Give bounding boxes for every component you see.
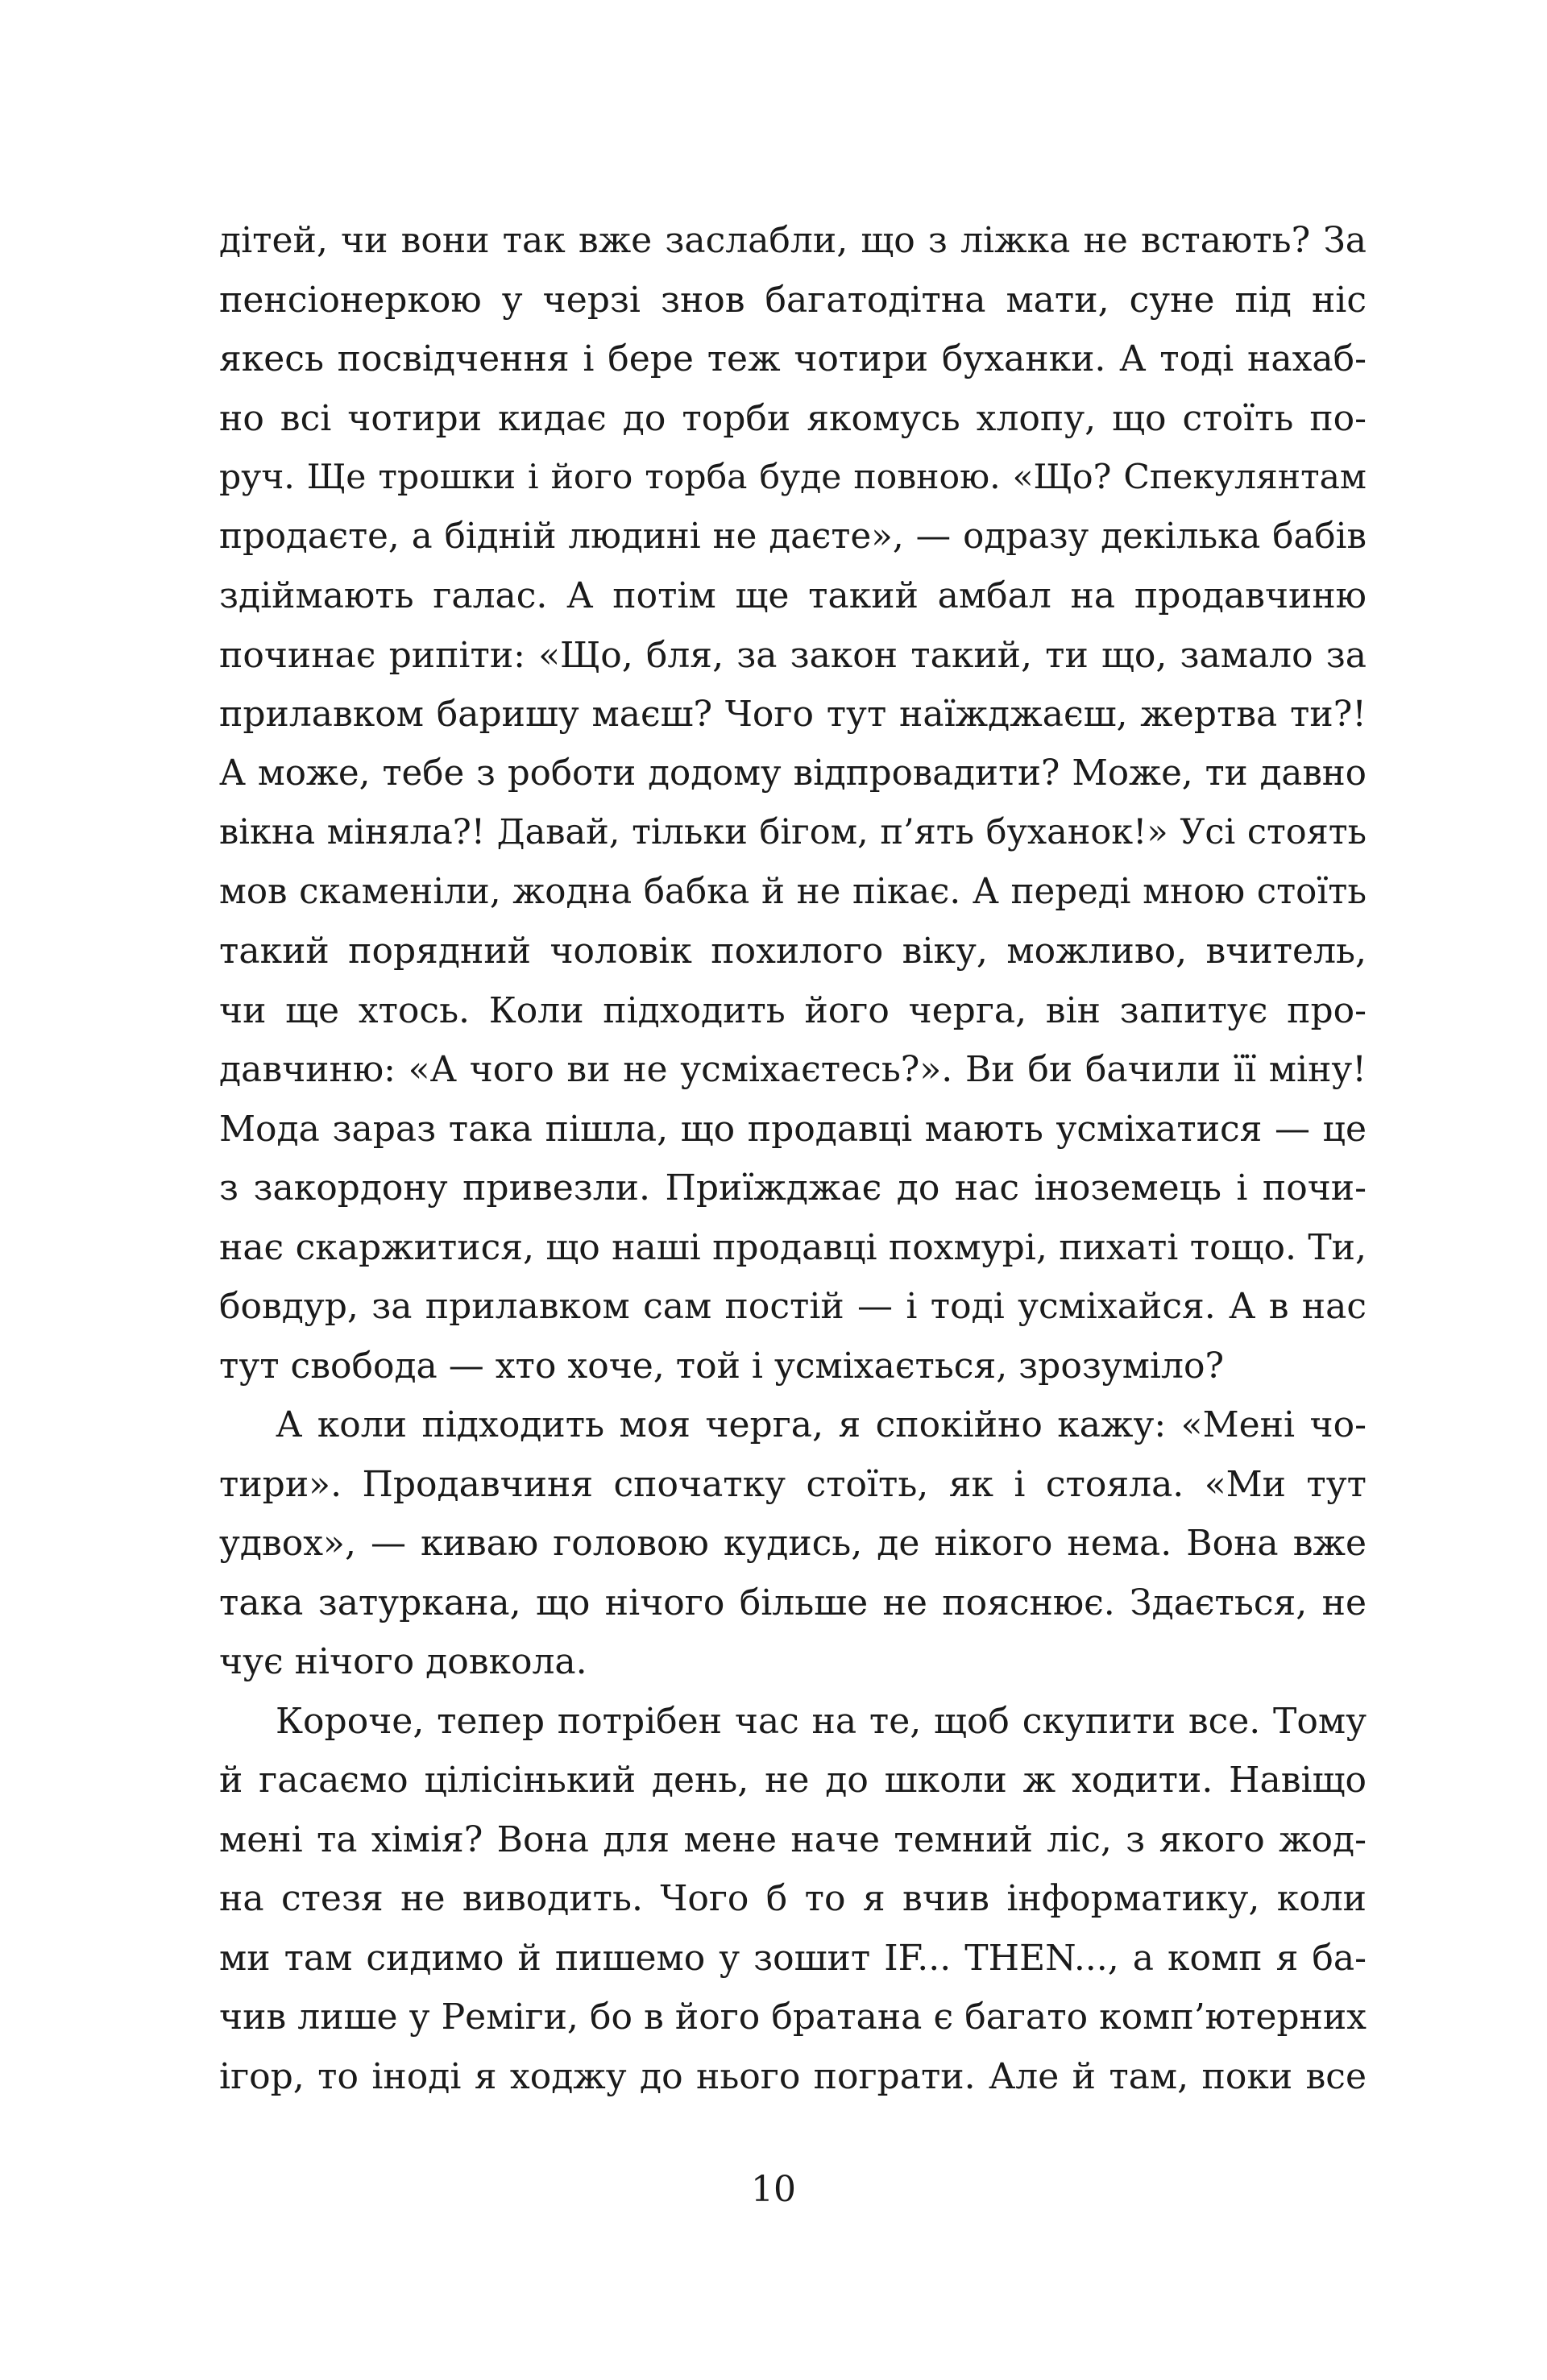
text-line: А коли підходить моя черга, я спокійно кажу: «Мені чо-: [276, 1404, 1367, 1445]
text-line: удвох», — киваю головою кудись, де нікого нема. Вона вже: [219, 1523, 1367, 1564]
text-line: вікна міняла?! Давай, тільки бігом, п’ять буханок!» Усі стоять: [219, 812, 1367, 852]
page-number: 10: [751, 2169, 796, 2210]
text-line: руч. Ще трошки і його торба буде повною. «Що? Спекулянтам: [219, 458, 1367, 497]
body-text: [219, 211, 1367, 2106]
text-line: Короче, тепер потрібен час на те, щоб скупити все. Тому: [276, 1700, 1367, 1742]
text-line: починає рипіти: «Що, бля, за закон такий, ти що, замало за: [219, 634, 1367, 676]
text-line: на стезя не виводить. Чого б то я вчив інформатику, коли: [219, 1878, 1367, 1919]
text-line: давчиню: «А чого ви не усміхаєтесь?». Ви би бачили її міну!: [219, 1049, 1367, 1090]
text-line: така затуркана, що нічого більше не пояснює. Здається, не: [219, 1582, 1367, 1623]
text-line: А може, тебе з роботи додому відпровадити? Може, ти давно: [219, 753, 1367, 794]
text-line: чив лише у Реміги, бо в його братана є багато комп’ютерних: [219, 1996, 1367, 2038]
text-line: й гасаємо цілісінький день, не до школи ж ходити. Навіщо: [219, 1760, 1367, 1801]
text-line: чує нічого довкола.: [219, 1641, 587, 1682]
text-line: мені та хімія? Вона для мене наче темний ліс, з якого жод-: [219, 1818, 1367, 1860]
text-line: бовдур, за прилавком сам постій — і тоді усміхайся. А в нас: [219, 1286, 1367, 1327]
text-line: но всі чотири кидає до торби якомусь хлопу, що стоїть по-: [219, 397, 1367, 439]
text-line: тири». Продавчиня спочатку стоїть, як і стояла. «Ми тут: [219, 1463, 1367, 1505]
text-line: продаєте, а бідній людині не даєте», — одразу декілька бабів: [219, 516, 1367, 557]
text-line: ігор, то іноді я ходжу до нього пограти. Але й там, поки все: [219, 2055, 1367, 2097]
text-line: такий порядний чоловік похилого віку, можливо, вчитель,: [219, 931, 1367, 972]
text-line: здіймають галас. А потім ще такий амбал на продавчиню: [219, 575, 1367, 616]
text-line: пенсіонеркою у черзі знов багатодітна мати, суне під ніс: [219, 279, 1367, 321]
text-line: Мода зараз така пішла, що продавці мають усміхатися — це: [219, 1108, 1367, 1150]
text-line: тут свобода — хто хоче, той і усміхається, зрозуміло?: [219, 1345, 1225, 1387]
text-line: мов скаменіли, жодна бабка й не пікає. А переді мною стоїть: [219, 871, 1367, 912]
text-line: ми там сидимо й пишемо у зошит IF... THEN..., а комп я ба-: [219, 1937, 1367, 1979]
text-line: нає скаржитися, що наші продавці похмурі, пихаті тощо. Ти,: [219, 1226, 1367, 1268]
text-line: дітей, чи вони так вже заслабли, що з ліжка не встають? За: [219, 220, 1367, 261]
text-line: прилавком баришу маєш? Чого тут наїжджаєш, жертва ти?!: [219, 694, 1367, 735]
text-line: чи ще хтось. Коли підходить його черга, він запитує про-: [219, 989, 1367, 1031]
text-line: якесь посвідчення і бере теж чотири буханки. А тоді нахаб-: [219, 338, 1367, 379]
text-line: з закордону привезли. Приїжджає до нас іноземець і почи-: [219, 1167, 1367, 1209]
